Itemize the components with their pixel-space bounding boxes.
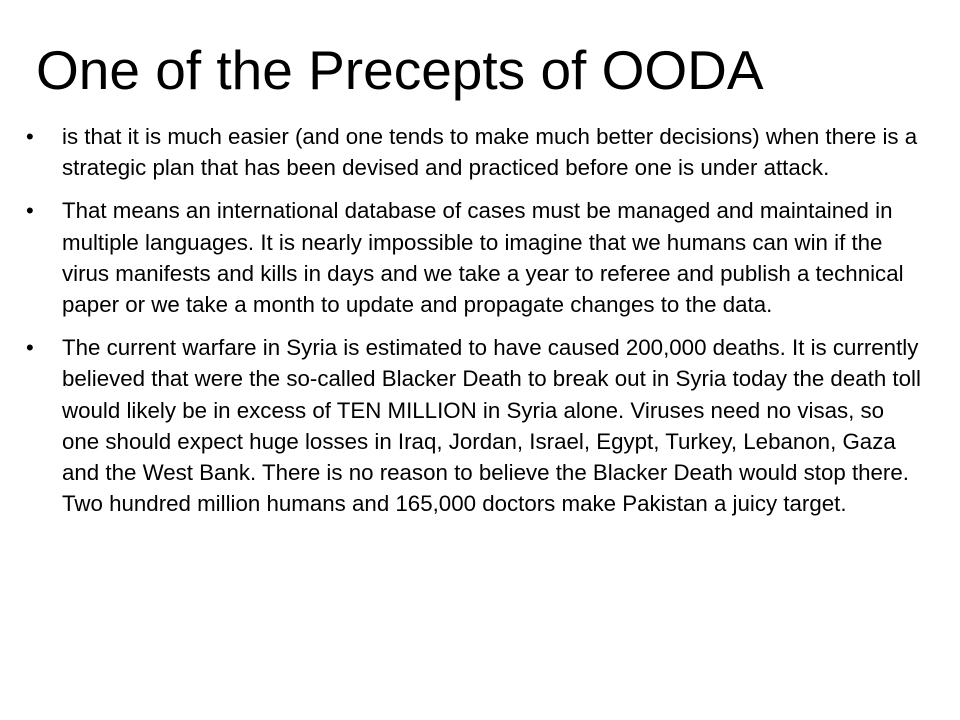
bullet-item [24,195,924,320]
bullet-item [24,121,924,183]
bullet-dot-icon: • [26,198,34,224]
bullet-dot-icon: • [26,335,34,361]
bullet-text: The current warfare in Syria is estimated to have caused 200,000 deaths. It is currently believed that were the so-called Blacker Death to break out in Syria today the death toll would likely be in excess of TEN MILLION in Syria alone. Viruses need no visas, so one should expect huge losses in Iraq, Jordan, Israel, Egypt, Turkey, Lebanon, Gaza and the West Bank. There is no reason to believe the Blacker Death would stop there. Two hundred million humans and 165,000 doctors make Pakistan a juicy target. [62,335,921,517]
bullet-item [24,332,924,519]
bullet-text: is that it is much easier (and one tends to make much better decisions) when there is a strategic plan that has been devised and practiced before one is under attack. [62,124,918,181]
bullet-dot-icon: • [26,124,34,149]
bullet-text: That means an international database of cases must be managed and maintained in multiple languages. It is nearly impossible to imagine that we humans can win if the virus manifests and kills in days and we take a year to referee and publish a technical paper or we take a month to update and propagate changes to the data. [62,198,904,318]
slide-title: One of the Precepts of OODA [36,39,764,101]
bullet-list [24,121,924,531]
